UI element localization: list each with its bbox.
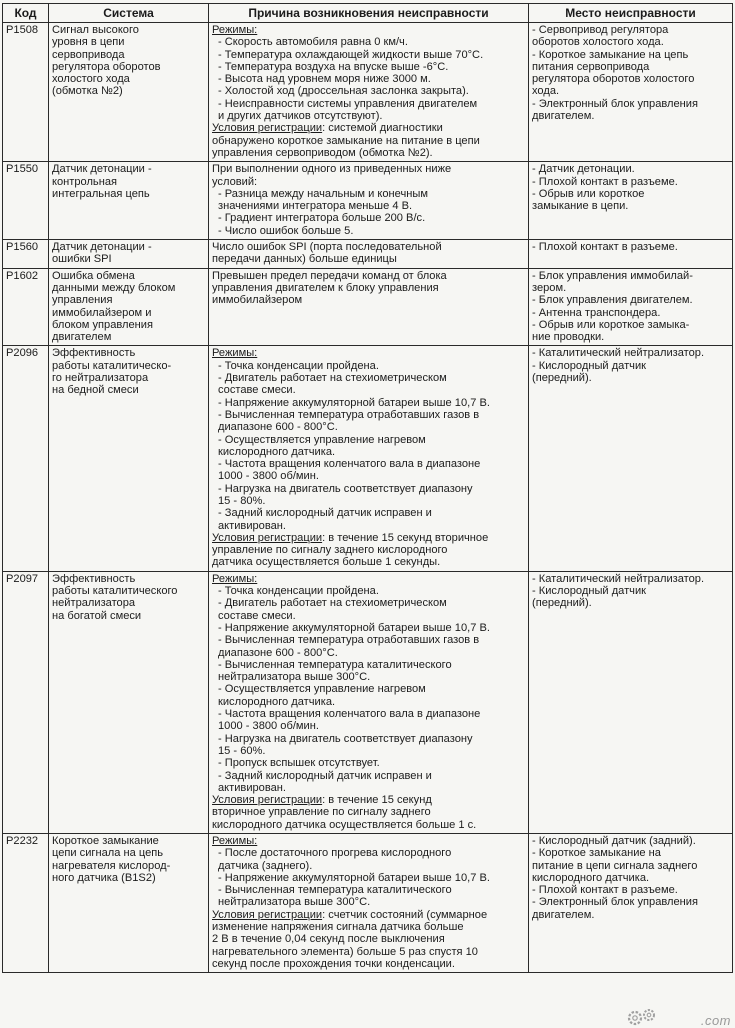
cause-heading (212, 835, 525, 847)
system-line: ного датчика (B1S2) (52, 871, 156, 884)
cause-text: 15 - 80%. (218, 494, 266, 507)
cause-text: датчика (заднего). (218, 859, 313, 872)
cause-text: управление по сигналу заднего кислородного (212, 544, 448, 557)
system-line: Сигнал высокого (52, 24, 139, 36)
cause-text: вторичное управление по сигналу заднего (212, 806, 431, 819)
cause-line (212, 147, 525, 159)
cause-text-rest: : в течение 15 секунд (322, 794, 432, 807)
cause-text: - Осуществляется управление нагревом (218, 433, 426, 446)
system-line: цепи сигнала на цепь (52, 847, 164, 860)
cause-text: диапазоне 600 - 800°С. (218, 646, 338, 659)
cause-text: - Точка конденсации пройдена. (218, 359, 379, 372)
cause-line (212, 696, 525, 708)
cell-code: P1550 (3, 162, 49, 240)
cell-location (529, 268, 733, 346)
cell-system (49, 240, 209, 269)
cause-line (212, 163, 525, 175)
system-line: на богатой смеси (52, 609, 142, 622)
location-line: хода. (532, 85, 560, 98)
cause-line (212, 241, 525, 253)
header-location: Место неисправности (529, 4, 733, 23)
cause-text: Условия регистрации (212, 794, 323, 807)
cause-heading (212, 909, 525, 921)
cell-location (529, 346, 733, 571)
cause-line (212, 270, 525, 282)
cause-line (212, 946, 525, 958)
cause-text: Режимы: (212, 572, 258, 585)
location-line: - Кислородный датчик (532, 359, 647, 372)
location-line: - Кислородный датчик (532, 585, 647, 598)
cause-line (212, 819, 525, 831)
cause-text: диапазоне 600 - 800°С. (218, 421, 338, 434)
location-line: - Кислородный датчик (задний). (532, 835, 696, 847)
header-code: Код (3, 4, 49, 23)
cause-text: - Напряжение аккумуляторной батареи выше 10,7 В. (218, 871, 490, 884)
cell-code: P1602 (3, 268, 49, 346)
cause-line (212, 176, 525, 188)
cause-heading (212, 347, 525, 359)
cause-line (212, 745, 525, 757)
cause-text: Режимы: (212, 24, 258, 36)
table-row (3, 162, 733, 240)
cause-line (212, 135, 525, 147)
cause-line (212, 200, 525, 212)
cause-text: - Задний кислородный датчик исправен и (218, 769, 432, 782)
cause-text: условий: (212, 175, 258, 188)
cause-text: - Частота вращения коленчатого вала в диапазоне (218, 708, 481, 721)
cause-line (212, 212, 525, 224)
cause-text: Режимы: (212, 347, 258, 360)
location-line: - Плохой контакт в разъеме. (532, 175, 678, 188)
cause-line (212, 372, 525, 384)
cause-text: - Высота над уровнем моря ниже 3000 м. (218, 73, 431, 86)
cause-line (212, 253, 525, 265)
cause-line (212, 188, 525, 200)
cause-line (212, 470, 525, 482)
cause-text: - Неисправности системы управления двигателем (218, 97, 478, 110)
cause-text: датчика осуществляется больше 1 секунды. (212, 556, 441, 569)
cause-line (212, 622, 525, 634)
watermark-text: .com (700, 1013, 731, 1028)
cause-text: - Разница между начальным и конечным (218, 187, 428, 200)
table-row (3, 240, 733, 269)
location-line: - Каталитический нейтрализатор. (532, 572, 705, 585)
cause-line (212, 409, 525, 421)
system-line: Эффективность (52, 347, 136, 360)
cause-text: 1000 - 3800 об/мин. (218, 720, 319, 733)
system-line: регулятора оборотов (52, 60, 161, 73)
cause-line (212, 782, 525, 794)
header-system: Система (49, 4, 209, 23)
cause-line (212, 708, 525, 720)
location-line: - Электронный блок управления (532, 896, 698, 909)
location-line: - Каталитический нейтрализатор. (532, 347, 705, 360)
cause-text: - Вычисленная температура каталитического (218, 884, 452, 897)
system-line: двигателем (52, 331, 112, 344)
cause-line (212, 85, 525, 97)
cause-text: Превышен предел передачи команд от блока (212, 269, 447, 282)
system-line: на бедной смеси (52, 384, 139, 397)
location-line: - Датчик детонации. (532, 163, 635, 176)
cause-heading (212, 794, 525, 806)
cell-location (529, 240, 733, 269)
cause-text: активирован. (218, 519, 287, 532)
system-line: иммобилайзером и (52, 306, 152, 319)
cause-text: 1000 - 3800 об/мин. (218, 470, 319, 483)
location-line: - Короткое замыкание на цепь (532, 48, 689, 61)
cause-line (212, 421, 525, 433)
cell-code: P2097 (3, 571, 49, 833)
cause-line (212, 585, 525, 597)
cause-text: - Точка конденсации пройдена. (218, 585, 379, 598)
cause-line (212, 458, 525, 470)
cause-line (212, 36, 525, 48)
cause-line (212, 397, 525, 409)
cause-line (212, 921, 525, 933)
cause-line (212, 770, 525, 782)
cause-heading (212, 532, 525, 544)
cause-line (212, 73, 525, 85)
header-cause: Причина возникновения неисправности (209, 4, 529, 23)
system-line: Эффективность (52, 572, 136, 585)
cause-heading (212, 573, 525, 585)
cause-heading (212, 24, 525, 36)
cause-text: значениями интегратора меньше 4 В. (218, 200, 413, 213)
cause-line (212, 507, 525, 519)
cause-line (212, 597, 525, 609)
cause-text: - Пропуск вспышек отсутствует. (218, 757, 380, 770)
cause-text: и других датчиков отсутствуют). (218, 110, 383, 123)
cause-line (212, 446, 525, 458)
table-row (3, 23, 733, 162)
cause-line (212, 610, 525, 622)
location-line: - Обрыв или короткое замыка- (532, 318, 690, 331)
cause-line (212, 384, 525, 396)
cause-line (212, 647, 525, 659)
cell-code: P2232 (3, 834, 49, 973)
cause-line (212, 282, 525, 294)
location-line: оборотов холостого хода. (532, 36, 664, 49)
cell-code: P1508 (3, 23, 49, 162)
cause-text: - Температура воздуха на впуске выше -6°С. (218, 60, 449, 73)
cause-line (212, 483, 525, 495)
cause-text: Условия регистрации (212, 531, 323, 544)
location-line: - Блок управления двигателем. (532, 294, 693, 307)
system-line: холостого хода (52, 73, 130, 86)
cause-line (212, 434, 525, 446)
location-line: - Обрыв или короткое (532, 187, 645, 200)
system-line: блоком управления (52, 318, 153, 331)
cause-line (212, 110, 525, 122)
cause-line (212, 860, 525, 872)
cell-code: P1560 (3, 240, 49, 269)
cause-line (212, 847, 525, 859)
cause-line (212, 556, 525, 568)
cause-text: - Температура охлаждающей жидкости выше 70°С. (218, 48, 484, 61)
cause-text: - Вычисленная температура каталитического (218, 658, 452, 671)
table-row (3, 834, 733, 973)
system-line: (обмотка №2) (52, 85, 123, 98)
location-line: - Антенна транспондера. (532, 306, 661, 319)
location-line: зером. (532, 281, 567, 294)
cause-line (212, 958, 525, 970)
cause-line (212, 61, 525, 73)
location-line: питание в цепи сигнала заднего (532, 859, 698, 872)
system-line: Короткое замыкание (52, 835, 159, 847)
cause-text: нагревательного элемента) больше 5 раз спустя 10 (212, 945, 478, 958)
cell-system (49, 268, 209, 346)
cause-text: Режимы: (212, 835, 258, 847)
location-line: - Короткое замыкание на (532, 847, 661, 860)
cause-text-rest: : счетчик состояний (суммарное (322, 908, 488, 921)
location-line: замыкание в цепи. (532, 200, 629, 213)
cell-code: P2096 (3, 346, 49, 571)
system-line: сервопривода (52, 48, 125, 61)
cause-text: секунд после прохождения точки конденсации. (212, 957, 455, 970)
cell-location (529, 571, 733, 833)
cause-text: - Градиент интегратора больше 200 В/с. (218, 212, 426, 225)
system-line: работы каталитического (52, 585, 178, 598)
cause-text: нейтрализатора выше 300°С. (218, 671, 371, 684)
cause-text-rest: : в течение 15 секунд вторичное (322, 531, 489, 544)
cause-text: обнаружено короткое замыкание на питание в цепи (212, 134, 480, 147)
cause-line (212, 659, 525, 671)
cause-line (212, 671, 525, 683)
cause-line (212, 757, 525, 769)
cell-system (49, 162, 209, 240)
cell-location (529, 23, 733, 162)
cause-text: - Осуществляется управление нагревом (218, 683, 426, 696)
cell-cause (209, 23, 529, 162)
system-line: нейтрализатора (52, 597, 136, 610)
cause-text: передачи данных) больше единицы (212, 253, 397, 266)
cause-text: 2 В в течение 0,04 секунд после выключения (212, 933, 445, 946)
cause-text: 15 - 60%. (218, 744, 266, 757)
cause-text: - Холостой ход (дроссельная заслонка закрыта). (218, 85, 469, 98)
cause-text: При выполнении одного из приведенных ниже (212, 163, 452, 176)
cell-cause (209, 268, 529, 346)
system-line: работы каталитическо- (52, 359, 172, 372)
cause-line (212, 225, 525, 237)
location-line: ние проводки. (532, 331, 605, 344)
cause-text: Условия регистрации (212, 908, 323, 921)
cause-text: кислородного датчика. (218, 695, 336, 708)
cell-location (529, 162, 733, 240)
cause-line (212, 294, 525, 306)
cell-system (49, 23, 209, 162)
cell-cause (209, 240, 529, 269)
table-row (3, 346, 733, 571)
system-line: контрольная (52, 175, 118, 188)
system-line: ошибки SPI (52, 253, 112, 266)
location-line: кислородного датчика. (532, 871, 650, 884)
cause-text: кислородного датчика осуществляется больше 1 с. (212, 818, 477, 831)
cause-text: Условия регистрации (212, 122, 323, 135)
table-header-row (3, 4, 733, 23)
cause-text: - Частота вращения коленчатого вала в диапазоне (218, 458, 481, 471)
cause-text: управления сервоприводом (обмотка №2). (212, 146, 433, 159)
cause-text: - Вычисленная температура отработавших газов в (218, 634, 480, 647)
cause-line (212, 520, 525, 532)
cell-cause (209, 346, 529, 571)
system-line: данными между блоком (52, 281, 176, 294)
cell-system (49, 834, 209, 973)
cell-cause (209, 162, 529, 240)
cause-text: - Напряжение аккумуляторной батареи выше 10,7 В. (218, 396, 490, 409)
cause-line (212, 634, 525, 646)
cause-text: - Нагрузка на двигатель соответствует диапазону (218, 482, 473, 495)
cause-text: кислородного датчика. (218, 445, 336, 458)
cause-text: - Напряжение аккумуляторной батареи выше 10,7 В. (218, 621, 490, 634)
cause-line (212, 49, 525, 61)
cause-text: - Скорость автомобиля равна 0 км/ч. (218, 36, 408, 49)
cause-line (212, 872, 525, 884)
cause-line (212, 896, 525, 908)
location-line: - Электронный блок управления (532, 97, 698, 110)
cause-text: Число ошибок SPI (порта последовательной (212, 241, 442, 254)
system-line: Ошибка обмена (52, 269, 135, 282)
cause-text: активирован. (218, 781, 287, 794)
cell-cause (209, 571, 529, 833)
table-row (3, 571, 733, 833)
cause-text: - После достаточного прогрева кислородного (218, 847, 452, 860)
cause-line (212, 720, 525, 732)
location-line: - Плохой контакт в разъеме. (532, 241, 678, 254)
cell-system (49, 571, 209, 833)
cause-text-rest: : системой диагностики (322, 122, 443, 135)
location-line: - Сервопривод регулятора (532, 24, 669, 36)
cause-text: - Вычисленная температура отработавших газов в (218, 408, 480, 421)
cause-line (212, 733, 525, 745)
table-row (3, 268, 733, 346)
cause-heading (212, 122, 525, 134)
cause-line (212, 933, 525, 945)
location-line: - Плохой контакт в разъеме. (532, 884, 678, 897)
location-line: - Блок управления иммобилай- (532, 269, 693, 282)
cause-text: иммобилайзером (212, 294, 303, 307)
cause-line (212, 683, 525, 695)
cause-text: - Двигатель работает на стехиометрическом (218, 372, 447, 385)
cause-text: составе смеси. (218, 384, 296, 397)
system-line: Датчик детонации - (52, 163, 152, 176)
location-line: двигателем. (532, 110, 595, 123)
location-line: питания сервопривода (532, 60, 650, 73)
location-line: двигателем. (532, 908, 595, 921)
system-line: уровня в цепи (52, 36, 125, 49)
dtc-table (2, 3, 733, 973)
cause-text: изменение напряжения сигнала датчика больше (212, 921, 464, 934)
cause-text: - Задний кислородный датчик исправен и (218, 507, 432, 520)
cause-line (212, 806, 525, 818)
system-line: интегральная цепь (52, 187, 150, 200)
gear-icon (625, 1007, 659, 1027)
cause-line (212, 495, 525, 507)
cell-location (529, 834, 733, 973)
site-watermark (601, 1006, 731, 1028)
cause-text: управления двигателем к блоку управления (212, 281, 439, 294)
cause-line (212, 360, 525, 372)
cell-system (49, 346, 209, 571)
location-line: (передний). (532, 597, 592, 610)
table-body (3, 23, 733, 973)
location-line: (передний). (532, 372, 592, 385)
cause-line (212, 544, 525, 556)
system-line: нагревателя кислород- (52, 859, 171, 872)
system-line: управления (52, 294, 113, 307)
cause-line (212, 98, 525, 110)
cause-text: нейтрализатора выше 300°С. (218, 896, 371, 909)
cause-text: - Нагрузка на двигатель соответствует диапазону (218, 732, 473, 745)
location-line: регулятора оборотов холостого (532, 73, 695, 86)
cell-cause (209, 834, 529, 973)
cause-text: - Число ошибок больше 5. (218, 224, 354, 237)
cause-text: - Двигатель работает на стехиометрическом (218, 597, 447, 610)
system-line: го нейтрализатора (52, 372, 149, 385)
system-line: Датчик детонации - (52, 241, 152, 254)
cause-text: составе смеси. (218, 609, 296, 622)
cause-line (212, 884, 525, 896)
